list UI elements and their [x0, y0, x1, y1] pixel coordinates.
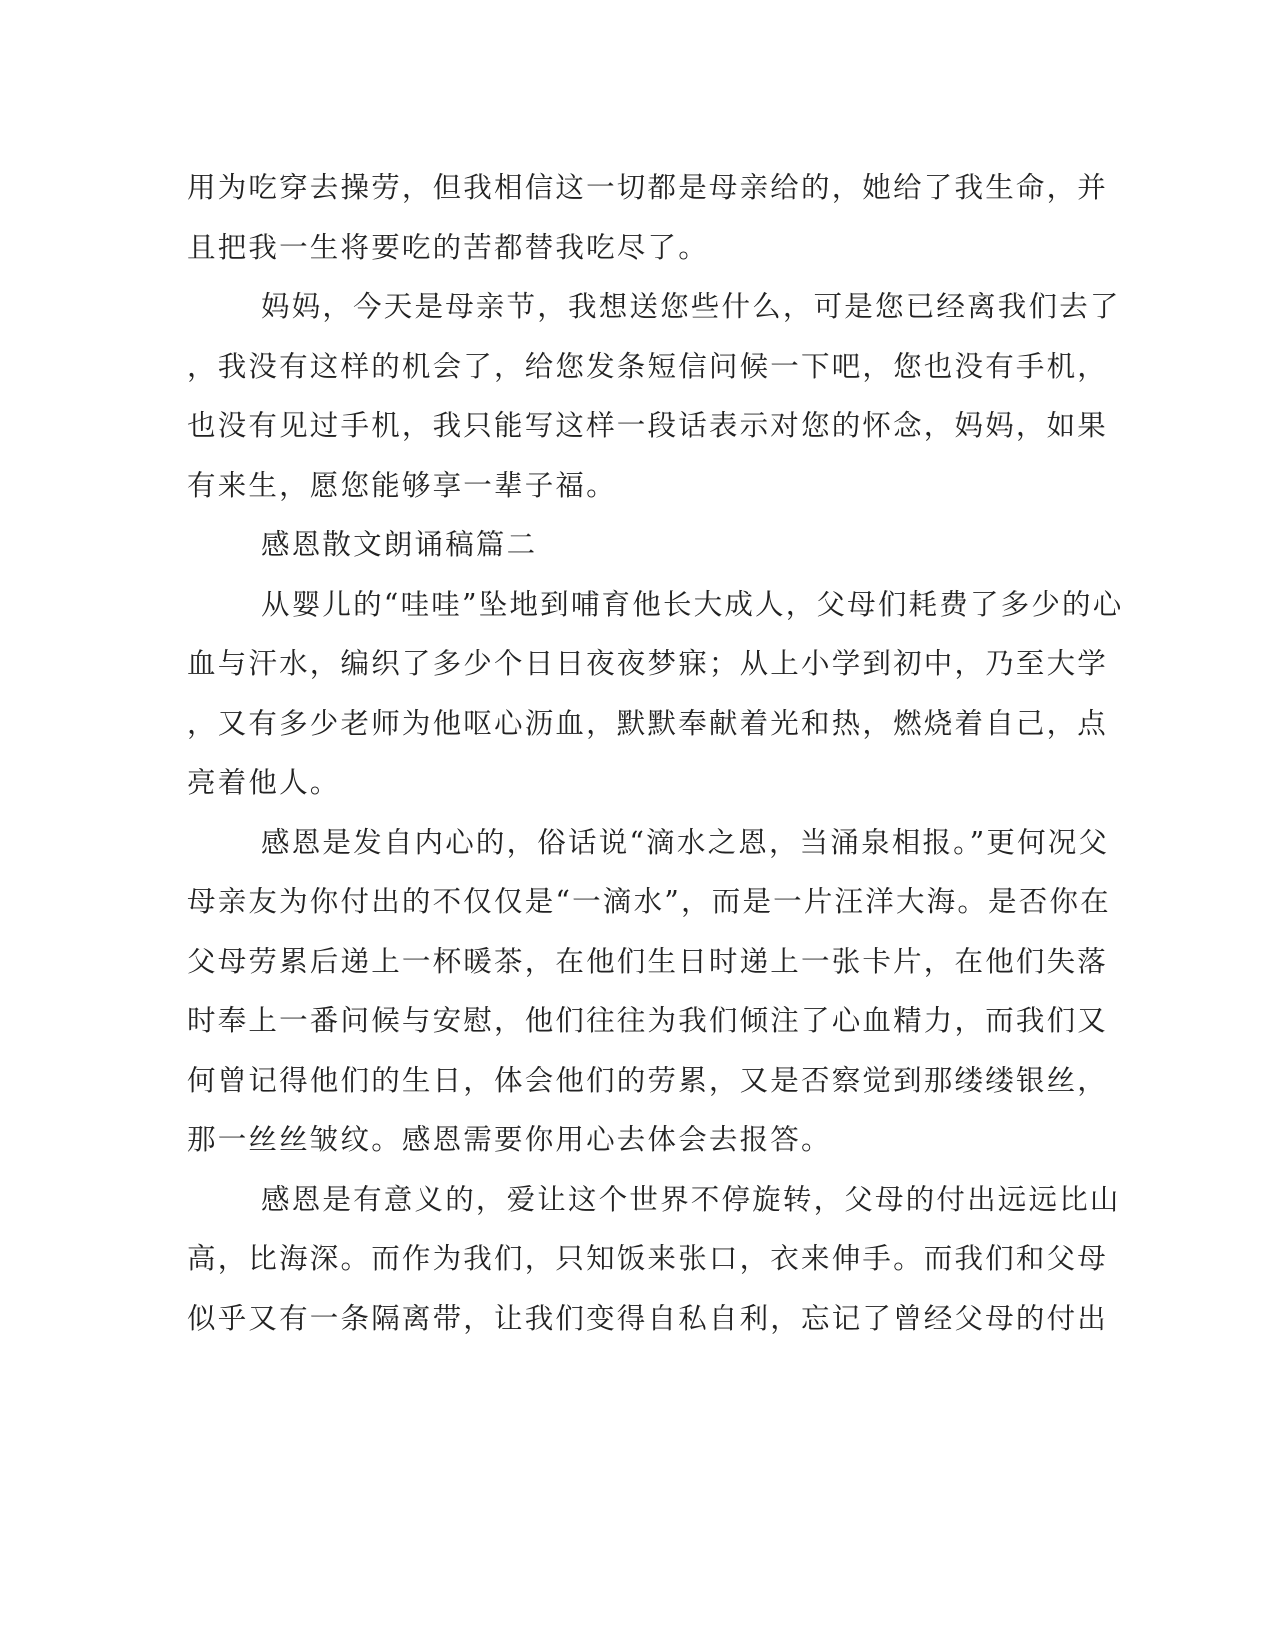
paragraph-first-line: 从婴儿的“哇哇”坠地到哺育他长大成人，父母们耗费了多少的心	[261, 587, 1124, 621]
text-line: 血与汗水，编织了多少个日日夜夜梦寐；从上小学到初中，乃至大学	[187, 647, 1109, 680]
paragraph-first-line: 妈妈，今天是母亲节，我想送您些什么，可是您已经离我们去了	[261, 290, 1121, 323]
text-line: 似乎又有一条隔离带，让我们变得自私自利，忘记了曾经父母的付出	[187, 1301, 1109, 1335]
text-line: 那一丝丝皱纹。感恩需要你用心去体会去报答。	[187, 1123, 832, 1156]
text-line: 父母劳累后递上一杯暖茶，在他们生日时递上一张卡片，在他们失落	[187, 944, 1109, 978]
text-line: 且把我一生将要吃的苦都替我吃尽了。	[187, 230, 709, 264]
text-line: ，又有多少老师为他呕心沥血，默默奉献着光和热，燃烧着自己，点	[187, 706, 1109, 740]
document-body	[187, 158, 1124, 1348]
paragraph-first-line: 感恩是发自内心的，俗话说“滴水之恩，当涌泉相报。”更何况父	[261, 825, 1110, 859]
text-line: 也没有见过手机，我只能写这样一段话表示对您的怀念，妈妈，如果	[187, 409, 1109, 442]
text-line: 时奉上一番问候与安慰，他们往往为我们倾注了心血精力，而我们又	[187, 1004, 1109, 1037]
text-line: ，我没有这样的机会了，给您发条短信问候一下吧，您也没有手机，	[187, 349, 1109, 383]
text-line: 母亲友为你付出的不仅仅是“一滴水”，而是一片汪洋大海。是否你在	[187, 885, 1111, 918]
text-line: 用为吃穿去操劳，但我相信这一切都是母亲给的，她给了我生命，并	[187, 171, 1109, 204]
paragraph-first-line: 感恩散文朗诵稿篇二	[261, 528, 538, 561]
paragraph-first-line: 感恩是有意义的，爱让这个世界不停旋转，父母的付出远远比山	[261, 1182, 1121, 1216]
text-line: 亮着他人。	[187, 766, 341, 799]
text-line: 高，比海深。而作为我们，只知饭来张口，衣来伸手。而我们和父母	[187, 1242, 1109, 1275]
text-line: 有来生，愿您能够享一辈子福。	[187, 468, 617, 502]
text-line: 何曾记得他们的生日，体会他们的劳累，又是否察觉到那缕缕银丝，	[187, 1063, 1109, 1097]
